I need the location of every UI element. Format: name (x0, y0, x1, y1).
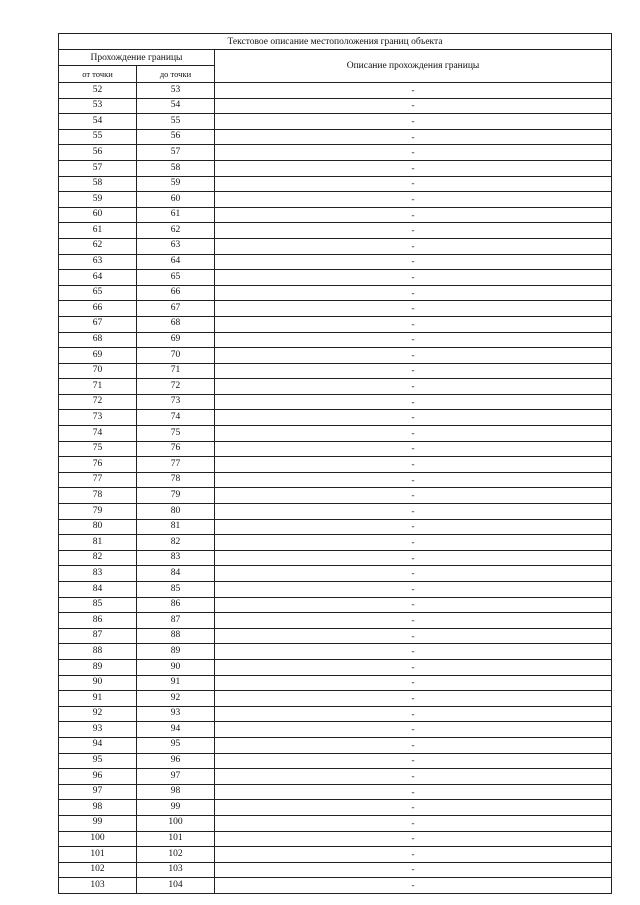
description-cell: - (215, 394, 612, 410)
from-point-cell: 71 (59, 379, 137, 395)
table-row (59, 394, 612, 410)
to-point-cell: 67 (137, 301, 215, 317)
to-point-cell: 77 (137, 457, 215, 473)
table-row (59, 847, 612, 863)
from-point-cell: 90 (59, 675, 137, 691)
from-point-cell: 80 (59, 519, 137, 535)
description-cell: - (215, 597, 612, 613)
description-cell: - (215, 862, 612, 878)
from-point-cell: 53 (59, 98, 137, 114)
description-header: Описание прохождения границы (215, 50, 612, 83)
to-point-cell: 103 (137, 862, 215, 878)
from-point-cell: 96 (59, 769, 137, 785)
to-point-cell: 90 (137, 659, 215, 675)
description-cell: - (215, 691, 612, 707)
description-cell: - (215, 160, 612, 176)
description-cell: - (215, 488, 612, 504)
to-point-cell: 80 (137, 504, 215, 520)
from-point-cell: 52 (59, 83, 137, 99)
to-point-cell: 64 (137, 254, 215, 270)
description-cell: - (215, 270, 612, 286)
from-point-cell: 97 (59, 784, 137, 800)
to-point-cell: 63 (137, 238, 215, 254)
from-point-cell: 58 (59, 176, 137, 192)
to-point-cell: 91 (137, 675, 215, 691)
table-row (59, 410, 612, 426)
to-point-header: до точки (137, 66, 215, 83)
to-point-cell: 102 (137, 847, 215, 863)
from-point-cell: 69 (59, 348, 137, 364)
description-cell: - (215, 348, 612, 364)
table-row (59, 379, 612, 395)
from-point-cell: 85 (59, 597, 137, 613)
description-cell: - (215, 441, 612, 457)
description-cell: - (215, 815, 612, 831)
from-point-cell: 68 (59, 332, 137, 348)
from-point-cell: 103 (59, 878, 137, 894)
table-row (59, 145, 612, 161)
table-row (59, 504, 612, 520)
from-point-cell: 95 (59, 753, 137, 769)
from-point-cell: 57 (59, 160, 137, 176)
table-row (59, 691, 612, 707)
to-point-cell: 58 (137, 160, 215, 176)
description-cell: - (215, 706, 612, 722)
from-point-cell: 60 (59, 207, 137, 223)
table-row (59, 254, 612, 270)
from-point-cell: 64 (59, 270, 137, 286)
from-point-cell: 54 (59, 114, 137, 130)
table-row (59, 285, 612, 301)
from-point-cell: 62 (59, 238, 137, 254)
description-cell: - (215, 800, 612, 816)
description-cell: - (215, 301, 612, 317)
to-point-cell: 100 (137, 815, 215, 831)
to-point-cell: 54 (137, 98, 215, 114)
to-point-cell: 59 (137, 176, 215, 192)
from-point-cell: 63 (59, 254, 137, 270)
description-cell: - (215, 769, 612, 785)
from-point-cell: 98 (59, 800, 137, 816)
header-row-1 (59, 50, 612, 66)
table-row (59, 129, 612, 145)
table-row (59, 348, 612, 364)
table-row (59, 207, 612, 223)
to-point-cell: 101 (137, 831, 215, 847)
table-row (59, 737, 612, 753)
description-cell: - (215, 675, 612, 691)
to-point-cell: 62 (137, 223, 215, 239)
description-cell: - (215, 504, 612, 520)
to-point-cell: 71 (137, 363, 215, 379)
boundary-description-table (58, 33, 612, 894)
table-row (59, 426, 612, 442)
description-cell: - (215, 332, 612, 348)
description-cell: - (215, 316, 612, 332)
to-point-cell: 57 (137, 145, 215, 161)
table-row (59, 270, 612, 286)
table-row (59, 488, 612, 504)
table-row (59, 519, 612, 535)
to-point-cell: 94 (137, 722, 215, 738)
table-row (59, 441, 612, 457)
table-row (59, 582, 612, 598)
table-row (59, 98, 612, 114)
description-cell: - (215, 426, 612, 442)
to-point-cell: 84 (137, 566, 215, 582)
table-row (59, 192, 612, 208)
description-cell: - (215, 410, 612, 426)
to-point-cell: 86 (137, 597, 215, 613)
from-point-cell: 70 (59, 363, 137, 379)
table-row (59, 223, 612, 239)
description-cell: - (215, 566, 612, 582)
to-point-cell: 65 (137, 270, 215, 286)
table-row (59, 83, 612, 99)
from-point-cell: 74 (59, 426, 137, 442)
description-cell: - (215, 784, 612, 800)
table-header (59, 34, 612, 83)
table-row (59, 675, 612, 691)
description-cell: - (215, 83, 612, 99)
table-row (59, 831, 612, 847)
table-row (59, 815, 612, 831)
to-point-cell: 98 (137, 784, 215, 800)
description-cell: - (215, 878, 612, 894)
from-point-cell: 86 (59, 613, 137, 629)
description-cell: - (215, 457, 612, 473)
from-point-cell: 81 (59, 535, 137, 551)
boundary-passage-header: Прохождение границы (59, 50, 215, 66)
table-row (59, 472, 612, 488)
from-point-cell: 91 (59, 691, 137, 707)
from-point-cell: 55 (59, 129, 137, 145)
from-point-cell: 88 (59, 644, 137, 660)
table-row (59, 597, 612, 613)
to-point-cell: 82 (137, 535, 215, 551)
table-row (59, 457, 612, 473)
to-point-cell: 83 (137, 550, 215, 566)
to-point-cell: 70 (137, 348, 215, 364)
to-point-cell: 66 (137, 285, 215, 301)
description-cell: - (215, 659, 612, 675)
table-row (59, 550, 612, 566)
from-point-cell: 82 (59, 550, 137, 566)
to-point-cell: 95 (137, 737, 215, 753)
from-point-cell: 100 (59, 831, 137, 847)
table-row (59, 800, 612, 816)
table-title-row (59, 34, 612, 50)
table-row (59, 628, 612, 644)
table-row (59, 332, 612, 348)
table-row (59, 644, 612, 660)
table-row (59, 238, 612, 254)
description-cell: - (215, 176, 612, 192)
from-point-cell: 76 (59, 457, 137, 473)
from-point-cell: 59 (59, 192, 137, 208)
table-row (59, 613, 612, 629)
description-cell: - (215, 737, 612, 753)
to-point-cell: 53 (137, 83, 215, 99)
from-point-cell: 65 (59, 285, 137, 301)
table-row (59, 659, 612, 675)
to-point-cell: 72 (137, 379, 215, 395)
description-cell: - (215, 145, 612, 161)
to-point-cell: 60 (137, 192, 215, 208)
from-point-cell: 99 (59, 815, 137, 831)
description-cell: - (215, 644, 612, 660)
to-point-cell: 55 (137, 114, 215, 130)
from-point-cell: 84 (59, 582, 137, 598)
description-cell: - (215, 254, 612, 270)
description-cell: - (215, 519, 612, 535)
to-point-cell: 96 (137, 753, 215, 769)
from-point-cell: 78 (59, 488, 137, 504)
from-point-cell: 66 (59, 301, 137, 317)
table-row (59, 722, 612, 738)
to-point-cell: 78 (137, 472, 215, 488)
to-point-cell: 89 (137, 644, 215, 660)
from-point-cell: 56 (59, 145, 137, 161)
from-point-cell: 93 (59, 722, 137, 738)
table-row (59, 769, 612, 785)
table-row (59, 784, 612, 800)
from-point-cell: 101 (59, 847, 137, 863)
description-cell: - (215, 472, 612, 488)
to-point-cell: 76 (137, 441, 215, 457)
table-row (59, 301, 612, 317)
table-row (59, 316, 612, 332)
description-cell: - (215, 379, 612, 395)
to-point-cell: 74 (137, 410, 215, 426)
from-point-header: от точки (59, 66, 137, 83)
to-point-cell: 81 (137, 519, 215, 535)
to-point-cell: 87 (137, 613, 215, 629)
description-cell: - (215, 363, 612, 379)
to-point-cell: 97 (137, 769, 215, 785)
to-point-cell: 56 (137, 129, 215, 145)
from-point-cell: 77 (59, 472, 137, 488)
from-point-cell: 79 (59, 504, 137, 520)
table-body (59, 83, 612, 894)
from-point-cell: 87 (59, 628, 137, 644)
to-point-cell: 75 (137, 426, 215, 442)
to-point-cell: 69 (137, 332, 215, 348)
description-cell: - (215, 613, 612, 629)
description-cell: - (215, 98, 612, 114)
table-row (59, 753, 612, 769)
to-point-cell: 61 (137, 207, 215, 223)
to-point-cell: 104 (137, 878, 215, 894)
table-title: Текстовое описание местоположения границ объекта (59, 34, 612, 50)
table-row (59, 176, 612, 192)
from-point-cell: 73 (59, 410, 137, 426)
from-point-cell: 75 (59, 441, 137, 457)
from-point-cell: 89 (59, 659, 137, 675)
from-point-cell: 94 (59, 737, 137, 753)
description-cell: - (215, 129, 612, 145)
to-point-cell: 68 (137, 316, 215, 332)
to-point-cell: 88 (137, 628, 215, 644)
description-cell: - (215, 223, 612, 239)
table-row (59, 160, 612, 176)
description-cell: - (215, 582, 612, 598)
to-point-cell: 93 (137, 706, 215, 722)
from-point-cell: 67 (59, 316, 137, 332)
description-cell: - (215, 114, 612, 130)
description-cell: - (215, 722, 612, 738)
table-row (59, 878, 612, 894)
to-point-cell: 99 (137, 800, 215, 816)
description-cell: - (215, 192, 612, 208)
table-row (59, 566, 612, 582)
to-point-cell: 92 (137, 691, 215, 707)
description-cell: - (215, 831, 612, 847)
from-point-cell: 61 (59, 223, 137, 239)
description-cell: - (215, 535, 612, 551)
to-point-cell: 85 (137, 582, 215, 598)
table-row (59, 862, 612, 878)
to-point-cell: 79 (137, 488, 215, 504)
table-row (59, 706, 612, 722)
to-point-cell: 73 (137, 394, 215, 410)
description-cell: - (215, 550, 612, 566)
description-cell: - (215, 753, 612, 769)
table-row (59, 114, 612, 130)
table-row (59, 535, 612, 551)
from-point-cell: 83 (59, 566, 137, 582)
description-cell: - (215, 285, 612, 301)
from-point-cell: 72 (59, 394, 137, 410)
description-cell: - (215, 628, 612, 644)
description-cell: - (215, 207, 612, 223)
description-cell: - (215, 238, 612, 254)
from-point-cell: 92 (59, 706, 137, 722)
table-row (59, 363, 612, 379)
description-cell: - (215, 847, 612, 863)
from-point-cell: 102 (59, 862, 137, 878)
